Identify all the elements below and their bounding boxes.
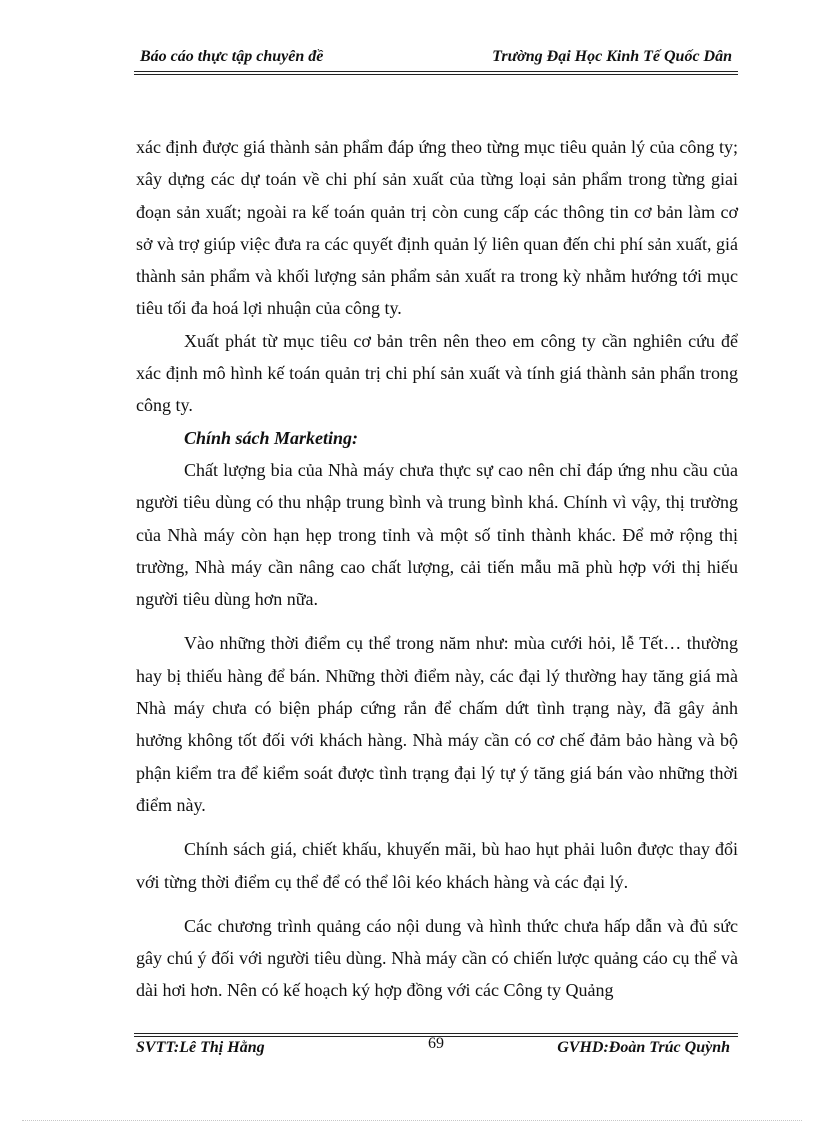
page-footer — [134, 1037, 738, 1061]
section-heading-marketing: Chính sách Marketing: — [184, 427, 359, 448]
page-bottom-edge — [22, 1120, 802, 1121]
page-body — [136, 131, 738, 1007]
header-rule — [134, 71, 738, 72]
header-university-name: Trường Đại Học Kinh Tế Quốc Dân — [492, 48, 732, 65]
footer-rule — [134, 1033, 738, 1034]
body-paragraph-3: Chất lượng bia của Nhà máy chưa thực sự cao nên chỉ đáp ứng nhu cầu của người tiêu dùng có thu nhập trung bình và trung bình khá. Chính vì vậy, thị trường của Nhà máy còn hạn hẹp trong tỉnh và một số tỉnh thành khác. Để mở rộng thị trường, Nhà máy cần nâng cao chất lượng, cải tiến mẫu mã phù hợp với thị hiếu người tiêu dùng hơn nữa. — [136, 459, 738, 610]
body-paragraph-2: Xuất phát từ mục tiêu cơ bản trên nên theo em công ty cần nghiên cứu để xác định mô hình kế toán quản trị chi phí sản xuất và tính giá thành sản phẩn trong công ty. — [136, 330, 738, 416]
body-paragraph-4: Vào những thời điểm cụ thể trong năm như: mùa cưới hỏi, lễ Tết… thường hay bị thiếu hàng để bán. Những thời điểm này, các đại lý thường hay tăng giá mà Nhà máy chưa có biện pháp cứng rắn để chấm dứt tình trạng này, đã gây ảnh hưởng không tốt đối với khách hàng. Nhà máy cần có cơ chế đảm bảo hàng và bộ phận kiểm tra để kiểm soát được tình trạng đại lý tự ý tăng giá bán vào những thời điểm này. — [136, 633, 738, 815]
body-paragraph-5: Chính sách giá, chiết khấu, khuyến mãi, bù hao hụt phải luôn được thay đổi với từng thời điểm cụ thể để có thể lôi kéo khách hàng và các đại lý. — [136, 839, 738, 892]
header-report-title: Báo cáo thực tập chuyên đề — [140, 48, 324, 65]
body-paragraph-1: xác định được giá thành sản phẩm đáp ứng theo từng mục tiêu quản lý của công ty; xây dựng các dự toán về chi phí sản xuất của từng loại sản phẩm trong từng giai đoạn sản xuất; ngoài ra kế toán quản trị còn cung cấp các thông tin cơ bản làm cơ sở và trợ giúp việc đưa ra các quyết định quản lý liên quan đến chi phí sản xuất, giá thành sản phẩm và khối lượng sản phẩm sản xuất ra trong kỳ nhằm hướng tới mục tiêu tối đa hoá lợi nhuận của công ty. — [136, 137, 738, 319]
body-paragraph-6: Các chương trình quảng cáo nội dung và hình thức chưa hấp dẫn và đủ sức gây chú ý đối với người tiêu dùng. Nhà máy cần có chiến lược quảng cáo cụ thể và dài hơi hơn. Nên có kế hoạch ký hợp đồng với các Công ty Quảng — [136, 915, 738, 1001]
page-header — [134, 46, 738, 70]
footer-student-name: SVTT:Lê Thị Hằng — [136, 1039, 265, 1056]
header-rule-thin — [134, 74, 738, 75]
page-number: 69 — [428, 1035, 444, 1052]
footer-supervisor-name: GVHD:Đoàn Trúc Quỳnh — [557, 1039, 730, 1056]
